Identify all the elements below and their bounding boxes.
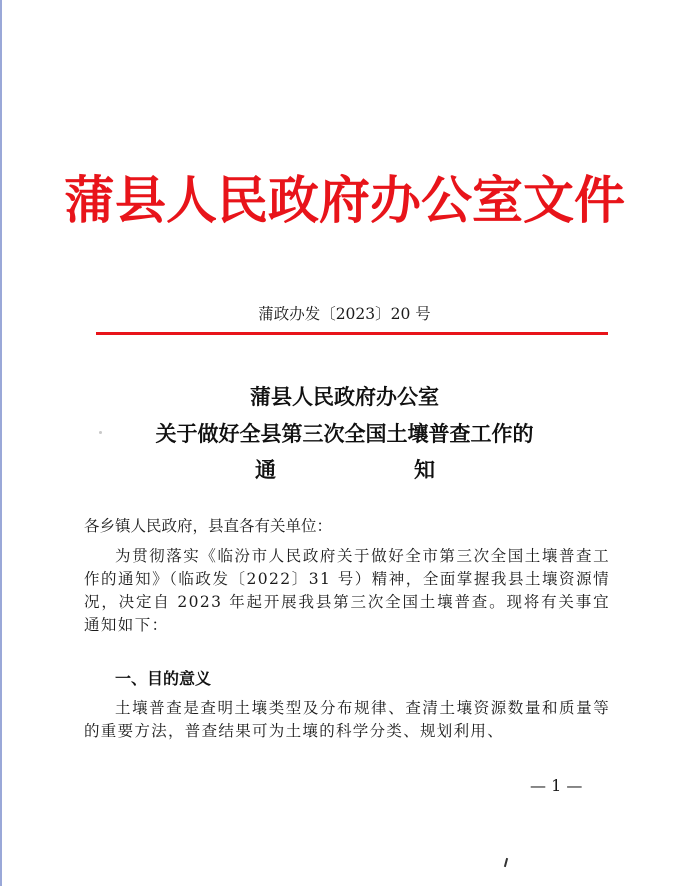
notice-title-line-3 xyxy=(255,459,435,480)
notice-title-char-right: 知 xyxy=(414,457,435,482)
body-paragraph-2: 土壤普查是查明土壤类型及分布规律、查清土壤资源数量和质量等的重要方法，普查结果可为土壤的科学分类、规划利用、 xyxy=(84,699,610,740)
addressee: 各乡镇人民政府，县直各有关单位： xyxy=(84,517,333,535)
document-header-title: 蒲县人民政府办公室文件 xyxy=(63,171,625,231)
document-number: 蒲政办发〔2023〕20 号 xyxy=(258,305,431,323)
notice-title-line-1: 蒲县人民政府办公室 xyxy=(250,384,439,409)
body-paragraph-1: 为贯彻落实《临汾市人民政府关于做好全市第三次全国土壤普查工作的通知》（临政发〔2022〕31 号）精神，全面掌握我县土壤资源情况，决定自 2023 年起开展我县第三次全国土壤普查。现将有关事宜通知如下： xyxy=(84,547,610,634)
section-heading-1: 一、目的意义 xyxy=(115,669,212,688)
stray-pen-mark xyxy=(504,858,508,867)
page-number: — 1 — xyxy=(530,776,583,795)
notice-title-char-left: 通 xyxy=(255,457,276,482)
notice-title-line-2: 关于做好全县第三次全国土壤普查工作的 xyxy=(155,421,534,446)
red-divider-rule xyxy=(96,332,608,335)
